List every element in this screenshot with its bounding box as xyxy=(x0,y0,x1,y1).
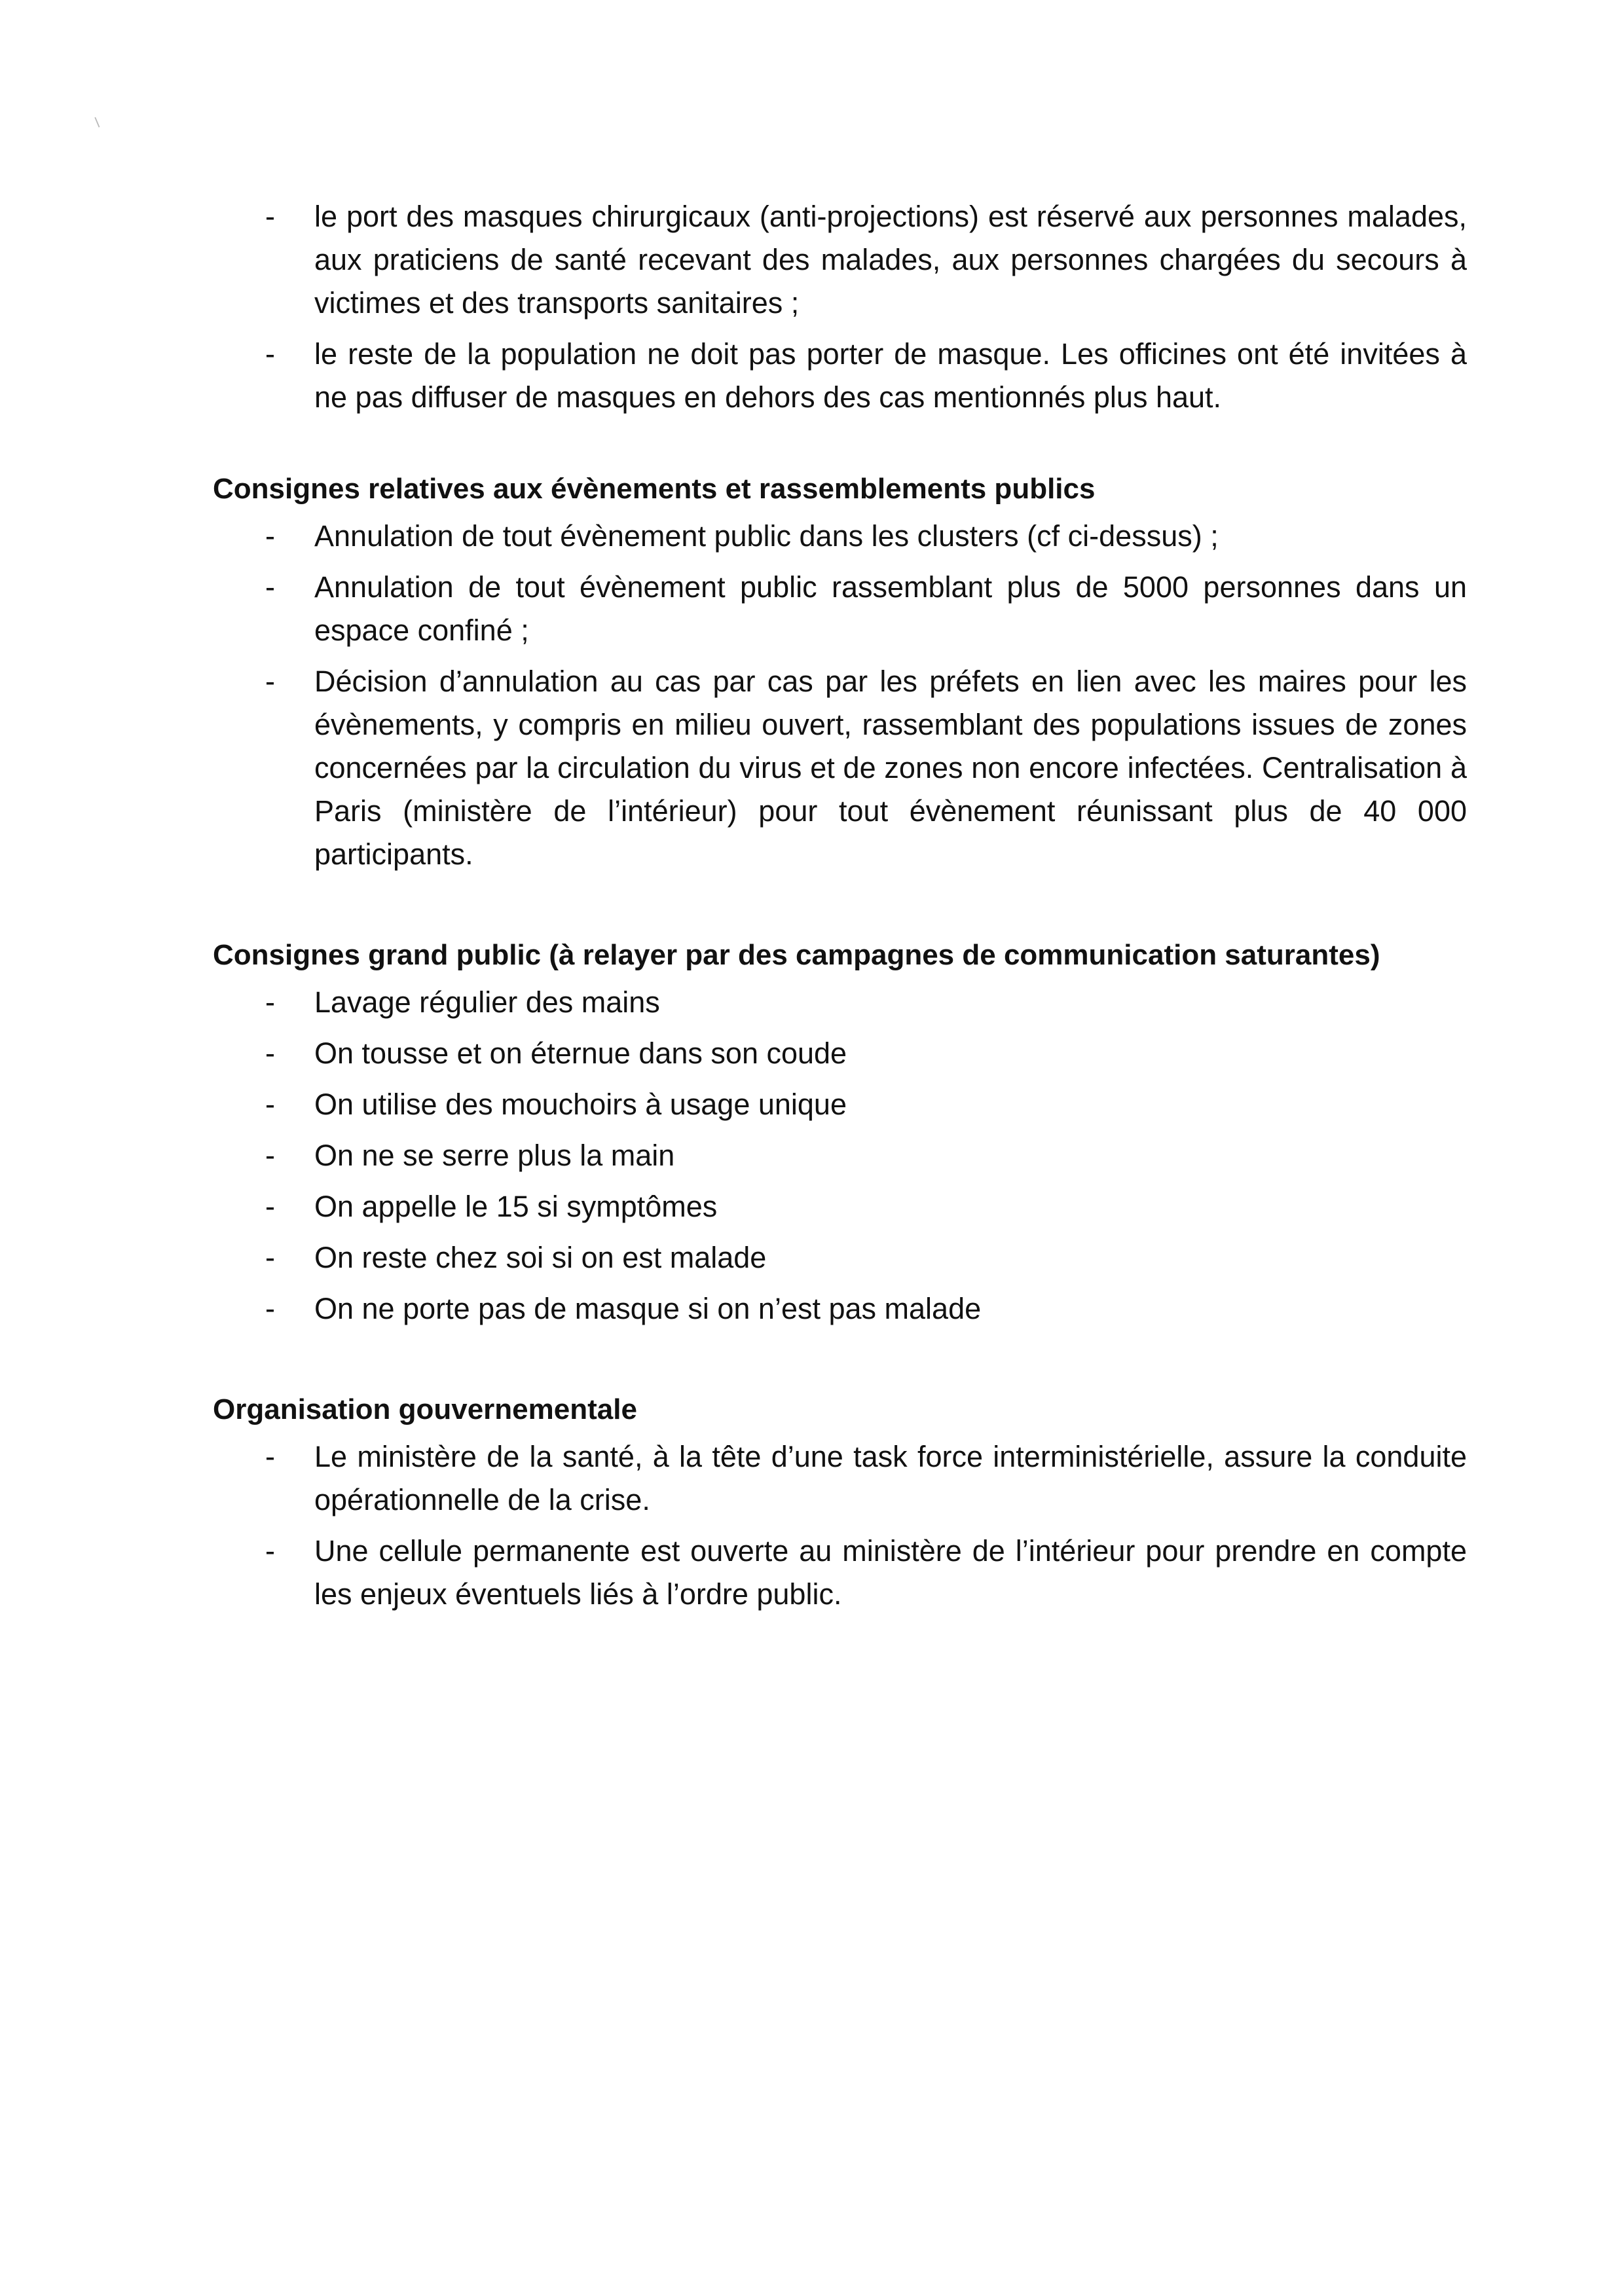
bullet-dash: - xyxy=(265,1037,275,1070)
bullet-dash: - xyxy=(265,1088,275,1121)
bullet-dash: - xyxy=(265,1139,275,1172)
bullet-dash: - xyxy=(265,1440,275,1473)
list-item-text: Une cellule permanente est ouverte au ministère de l’intérieur pour prendre en compte les enjeux éventuels liés à l’ordre public. xyxy=(314,1534,1467,1611)
list-item xyxy=(213,1083,1467,1126)
list-item-text: On appelle le 15 si symptômes xyxy=(314,1190,718,1223)
document-content xyxy=(213,195,1467,1624)
list-item-text: On reste chez soi si on est malade xyxy=(314,1241,767,1274)
bullet-dash: - xyxy=(265,200,275,233)
intro-bullet-list xyxy=(213,195,1467,419)
list-item-text: le reste de la population ne doit pas porter de masque. Les officines ont été invitées à ne pas diffuser de masques en dehors des cas mentionnés plus haut. xyxy=(314,337,1467,414)
list-item xyxy=(213,566,1467,652)
bullet-dash: - xyxy=(265,665,275,698)
scan-mark-icon: ⸜ xyxy=(89,104,109,132)
list-item-text: Annulation de tout évènement public rassemblant plus de 5000 personnes dans un espace confiné ; xyxy=(314,570,1467,647)
bullet-dash: - xyxy=(265,519,275,553)
list-item-text: On ne se serre plus la main xyxy=(314,1139,675,1172)
section-heading: Consignes grand public (à relayer par des campagnes de communication saturantes) xyxy=(213,939,1380,971)
list-item-text: On utilise des mouchoirs à usage unique xyxy=(314,1088,847,1121)
list-item xyxy=(213,1530,1467,1616)
events-bullet-list xyxy=(213,515,1467,876)
bullet-dash: - xyxy=(265,985,275,1019)
list-item xyxy=(213,981,1467,1024)
bullet-dash: - xyxy=(265,1292,275,1325)
list-item xyxy=(213,333,1467,419)
list-item xyxy=(213,660,1467,876)
list-item-text: On ne porte pas de masque si on n’est pas malade xyxy=(314,1292,982,1325)
list-item-text: Annulation de tout évènement public dans les clusters (cf ci-dessus) ; xyxy=(314,519,1219,553)
public-guidelines-bullet-list xyxy=(213,981,1467,1331)
bullet-dash: - xyxy=(265,337,275,371)
section-events xyxy=(213,468,1467,876)
section-heading: Organisation gouvernementale xyxy=(213,1393,637,1425)
list-item xyxy=(213,1134,1467,1177)
bullet-dash: - xyxy=(265,1534,275,1568)
bullet-dash: - xyxy=(265,570,275,604)
list-item xyxy=(213,1287,1467,1331)
section-public-guidelines xyxy=(213,934,1467,1331)
section-heading: Consignes relatives aux évènements et rassemblements publics xyxy=(213,473,1096,505)
list-item-text: le port des masques chirurgicaux (anti-projections) est réservé aux personnes malades, aux praticiens de santé recevant des malades, aux personnes chargées du secours à victimes et des transports sanitaires ; xyxy=(314,200,1467,320)
list-item xyxy=(213,1032,1467,1075)
list-item-text: Le ministère de la santé, à la tête d’une task force interministérielle, assure la conduite opérationnelle de la crise. xyxy=(314,1440,1467,1516)
list-item-text: On tousse et on éternue dans son coude xyxy=(314,1037,847,1070)
list-item xyxy=(213,515,1467,558)
section-government-organization xyxy=(213,1388,1467,1616)
list-item xyxy=(213,1236,1467,1279)
list-item xyxy=(213,1185,1467,1228)
government-organization-bullet-list xyxy=(213,1435,1467,1616)
list-item xyxy=(213,1435,1467,1522)
bullet-dash: - xyxy=(265,1190,275,1223)
list-item-text: Lavage régulier des mains xyxy=(314,985,660,1019)
bullet-dash: - xyxy=(265,1241,275,1274)
list-item xyxy=(213,195,1467,325)
list-item-text: Décision d’annulation au cas par cas par les préfets en lien avec les maires pour les évènements, y compris en milieu ouvert, rassemblant des populations issues de zones concernées par la circulation du virus et de zones non encore infectées. Centralisation à Paris (ministère de l’intérieur) pour tout évènement réunissant plus de 40 000 participants. xyxy=(314,665,1467,871)
